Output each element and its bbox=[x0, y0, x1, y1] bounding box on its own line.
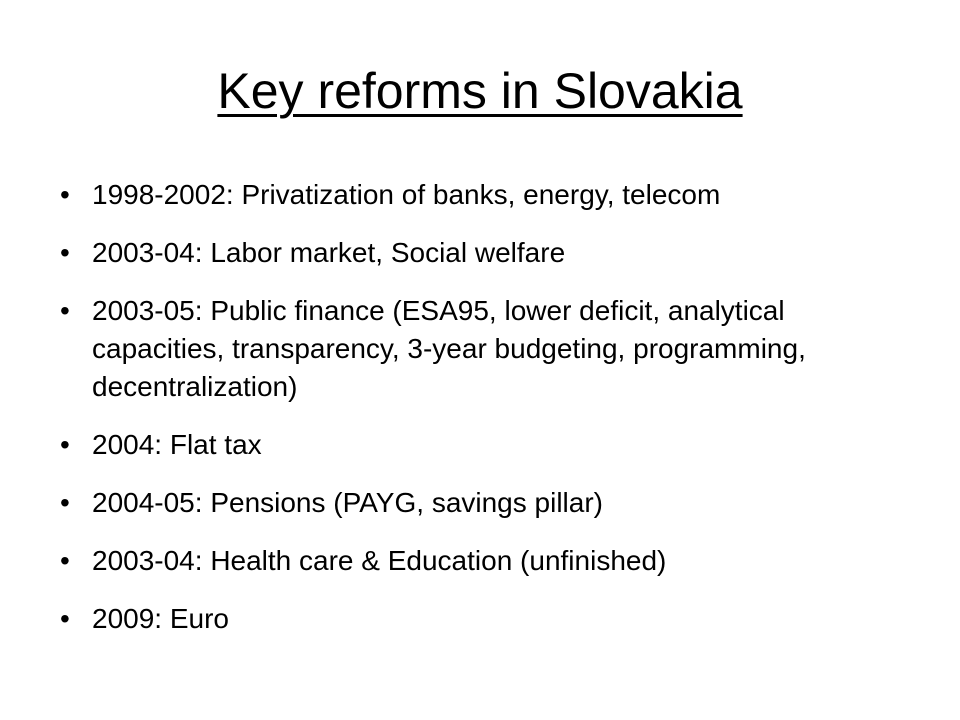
slide-title: Key reforms in Slovakia bbox=[217, 63, 743, 119]
bullet-text: 1998-2002: Privatization of banks, energy, telecom bbox=[92, 179, 721, 210]
bullet-icon: • bbox=[60, 237, 70, 268]
bullet-item bbox=[60, 292, 920, 406]
bullet-text: 2003-04: Health care & Education (unfinished) bbox=[92, 545, 667, 576]
bullet-icon: • bbox=[60, 545, 70, 576]
bullet-icon: • bbox=[60, 429, 70, 460]
bullet-text: 2003-05: Public finance (ESA95, lower deficit, analytical capacities, transparency, 3-year budgeting, programming, decentralization) bbox=[92, 295, 806, 402]
bullet-item bbox=[60, 600, 920, 638]
bullet-text: 2004: Flat tax bbox=[92, 429, 262, 460]
bullet-item bbox=[60, 234, 920, 272]
bullet-list bbox=[60, 176, 920, 658]
bullet-icon: • bbox=[60, 295, 70, 326]
bullet-item bbox=[60, 426, 920, 464]
bullet-item bbox=[60, 484, 920, 522]
bullet-icon: • bbox=[60, 487, 70, 518]
bullet-text: 2004-05: Pensions (PAYG, savings pillar) bbox=[92, 487, 603, 518]
bullet-item bbox=[60, 542, 920, 580]
bullet-icon: • bbox=[60, 179, 70, 210]
bullet-text: 2009: Euro bbox=[92, 603, 229, 634]
bullet-icon: • bbox=[60, 603, 70, 634]
bullet-text: 2003-04: Labor market, Social welfare bbox=[92, 237, 566, 268]
bullet-item bbox=[60, 176, 920, 214]
